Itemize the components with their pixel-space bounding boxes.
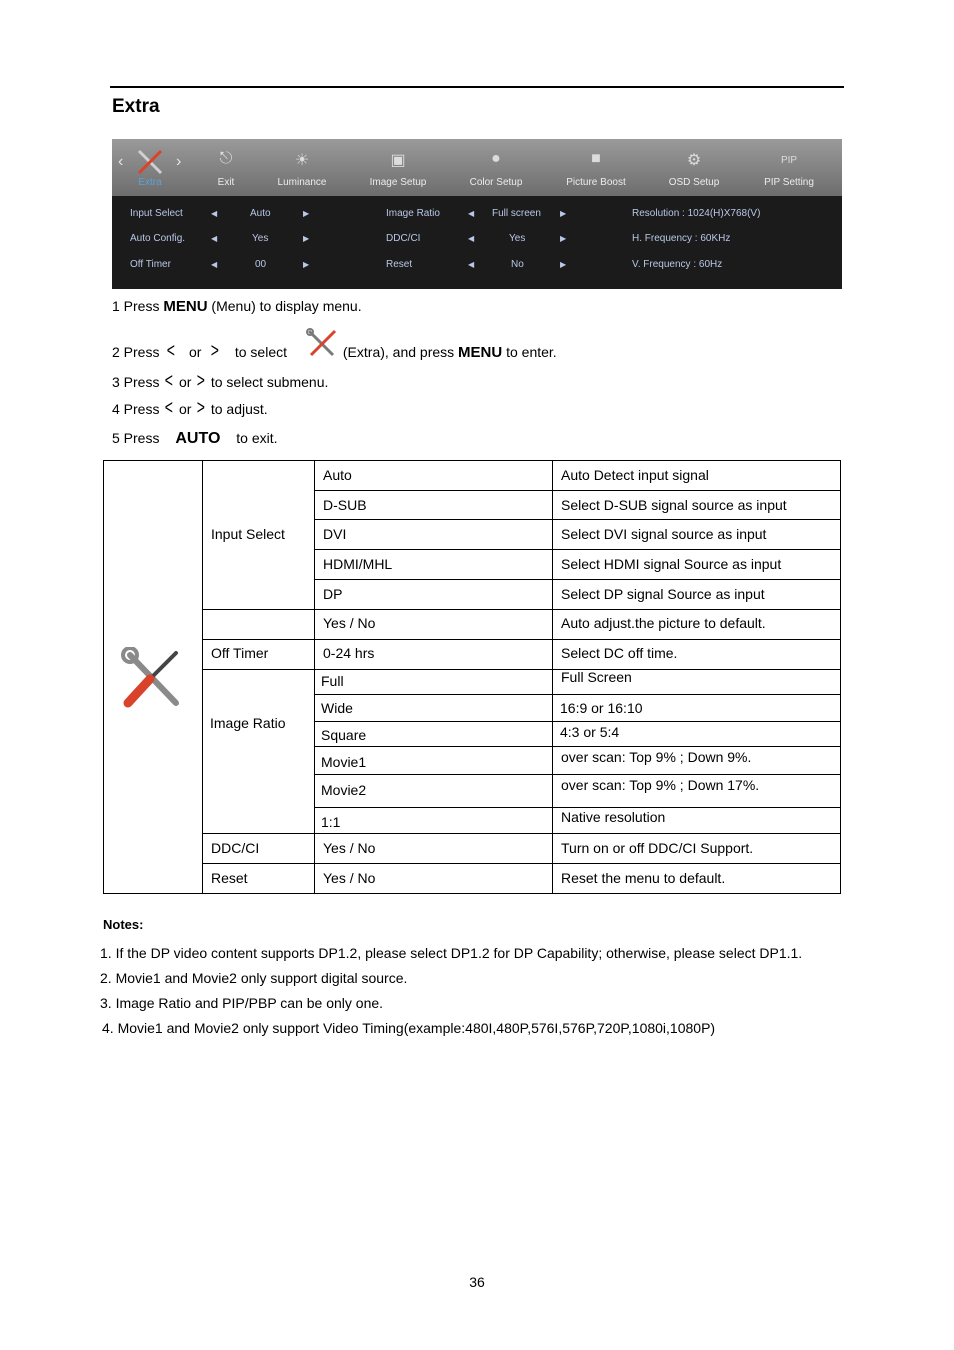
table-divider bbox=[314, 774, 840, 775]
table-divider bbox=[314, 579, 840, 580]
row-label-ddcci: DDC/CI bbox=[211, 840, 260, 856]
description-cell: Native resolution bbox=[561, 809, 666, 825]
osd-info-h-frequency: H. Frequency : 60KHz bbox=[632, 233, 731, 244]
description-cell: Select DVI signal source as input bbox=[561, 526, 767, 542]
osd-tab-label: Luminance bbox=[277, 177, 327, 188]
osd-item-auto-config: Auto Config. bbox=[130, 233, 186, 244]
step-text: to select submenu. bbox=[210, 374, 329, 390]
osd-right-triangle-icon: ▶ bbox=[560, 209, 567, 218]
pip-icon: PIP bbox=[780, 155, 798, 166]
osd-right-triangle-icon: ▶ bbox=[303, 260, 310, 269]
osd-right-triangle-icon: ▶ bbox=[560, 260, 567, 269]
menu-key: MENU bbox=[458, 344, 503, 361]
osd-tab-osd-setup bbox=[660, 139, 728, 196]
option-cell: DP bbox=[323, 586, 343, 602]
osd-value: 00 bbox=[255, 259, 267, 270]
extra-options-table bbox=[103, 460, 841, 894]
step-text: 5 Press bbox=[112, 430, 164, 446]
osd-setup-icon: ⚙ bbox=[686, 152, 702, 169]
option-cell: HDMI/MHL bbox=[323, 556, 393, 572]
option-cell: DVI bbox=[323, 526, 347, 542]
description-cell: 4:3 or 5:4 bbox=[560, 724, 620, 740]
step-3 bbox=[112, 370, 329, 392]
picture-boost-icon: ■ bbox=[591, 150, 601, 167]
table-divider bbox=[314, 519, 840, 520]
option-cell: Movie2 bbox=[321, 782, 367, 798]
step-text: 2 Press bbox=[112, 344, 164, 360]
note-item: 3. Image Ratio and PIP/PBP can be only one. bbox=[100, 995, 384, 1011]
osd-tab-label: Extra bbox=[138, 177, 162, 188]
osd-tab-picture-boost bbox=[560, 139, 632, 196]
table-divider bbox=[552, 461, 553, 893]
top-rule bbox=[110, 86, 844, 88]
step-text: 1 Press bbox=[112, 298, 164, 314]
description-cell: 16:9 or 16:10 bbox=[560, 700, 643, 716]
note-item: 1. If the DP video content supports DP1.2, please select DP1.2 for DP Capability; otherwise, please select DP1.1. bbox=[100, 945, 803, 961]
osd-value: Full screen bbox=[492, 208, 541, 219]
osd-item-image-ratio: Image Ratio bbox=[386, 208, 440, 219]
option-cell: Yes / No bbox=[323, 615, 376, 631]
color-setup-icon: ● bbox=[491, 150, 501, 167]
option-cell: 1:1 bbox=[321, 814, 341, 830]
step-text: (Extra), and press bbox=[342, 344, 459, 360]
table-divider bbox=[314, 461, 315, 893]
osd-tab-extra bbox=[126, 139, 174, 196]
osd-right-triangle-icon: ▶ bbox=[303, 234, 310, 243]
table-divider bbox=[202, 639, 840, 640]
left-chevron-icon: < bbox=[167, 340, 176, 362]
osd-tab-label: OSD Setup bbox=[668, 177, 720, 188]
menu-key: MENU bbox=[163, 298, 208, 315]
row-label-image-ratio: Image Ratio bbox=[210, 715, 286, 731]
exit-icon: ⎋ bbox=[219, 150, 233, 167]
step-text: or bbox=[178, 401, 192, 417]
table-divider bbox=[314, 721, 840, 722]
osd-left-triangle-icon: ◀ bbox=[211, 209, 218, 218]
osd-left-arrow-icon: ‹ bbox=[118, 153, 124, 170]
osd-tab-exit bbox=[200, 139, 252, 196]
option-cell: Square bbox=[321, 727, 367, 743]
osd-screenshot bbox=[112, 139, 842, 289]
step-text: or bbox=[188, 344, 202, 360]
left-chevron-icon: < bbox=[165, 370, 174, 392]
row-label-off-timer: Off Timer bbox=[211, 645, 269, 661]
step-text: 4 Press bbox=[112, 401, 164, 417]
option-cell: Full bbox=[321, 673, 344, 689]
step-2 bbox=[112, 340, 557, 362]
option-cell: D-SUB bbox=[323, 497, 367, 513]
osd-tab-label: Image Setup bbox=[369, 177, 427, 188]
osd-left-triangle-icon: ◀ bbox=[211, 234, 218, 243]
tools-icon bbox=[120, 647, 184, 711]
right-chevron-icon: > bbox=[197, 370, 206, 392]
step-text: to exit. bbox=[236, 430, 278, 446]
osd-right-triangle-icon: ▶ bbox=[560, 234, 567, 243]
osd-tab-color-setup bbox=[462, 139, 530, 196]
table-divider bbox=[314, 746, 840, 747]
tools-icon bbox=[306, 328, 338, 358]
osd-right-triangle-icon: ▶ bbox=[303, 209, 310, 218]
osd-left-triangle-icon: ◀ bbox=[211, 260, 218, 269]
osd-value: Yes bbox=[252, 233, 269, 244]
description-cell: Select DC off time. bbox=[561, 645, 678, 661]
description-cell: Auto adjust.the picture to default. bbox=[561, 615, 766, 631]
section-title: Extra bbox=[112, 96, 160, 117]
osd-value: No bbox=[511, 259, 524, 270]
option-cell: Yes / No bbox=[323, 870, 376, 886]
left-chevron-icon: < bbox=[165, 397, 174, 419]
step-4 bbox=[112, 397, 268, 419]
option-cell: 0-24 hrs bbox=[323, 645, 375, 661]
page-number: 36 bbox=[469, 1274, 485, 1290]
osd-tab-label: Exit bbox=[217, 177, 235, 188]
notes-title: Notes: bbox=[103, 917, 144, 932]
note-item: 4. Movie1 and Movie2 only support Video Timing(example:480I,480P,576I,576P,720P,1080i,1080P) bbox=[102, 1020, 716, 1036]
table-divider bbox=[202, 863, 840, 864]
step-text: to enter. bbox=[502, 344, 557, 360]
osd-left-triangle-icon: ◀ bbox=[468, 209, 475, 218]
option-cell: Movie1 bbox=[321, 754, 367, 770]
osd-info-resolution: Resolution : 1024(H)X768(V) bbox=[632, 208, 761, 219]
osd-value: Auto bbox=[250, 208, 271, 219]
table-divider bbox=[314, 694, 840, 695]
description-cell: Auto Detect input signal bbox=[561, 467, 709, 483]
description-cell: Select HDMI signal Source as input bbox=[561, 556, 782, 572]
brightness-icon: ☀ bbox=[294, 152, 310, 169]
description-cell: Select D-SUB signal source as input bbox=[561, 497, 787, 513]
step-text: 3 Press bbox=[112, 374, 164, 390]
description-cell: over scan: Top 9% ; Down 9%. bbox=[561, 749, 752, 765]
step-text: to select bbox=[234, 344, 287, 360]
osd-tab-image-setup bbox=[364, 139, 432, 196]
osd-tab-label: Picture Boost bbox=[566, 177, 626, 188]
right-chevron-icon: > bbox=[211, 340, 220, 362]
osd-item-reset: Reset bbox=[386, 259, 413, 270]
tools-icon bbox=[135, 149, 165, 175]
step-text: or bbox=[178, 374, 192, 390]
step-5 bbox=[112, 430, 278, 448]
step-1 bbox=[112, 298, 362, 315]
description-cell: Reset the menu to default. bbox=[561, 870, 726, 886]
osd-left-triangle-icon: ◀ bbox=[468, 234, 475, 243]
osd-item-ddcci: DDC/CI bbox=[386, 233, 421, 244]
table-divider bbox=[314, 549, 840, 550]
osd-left-triangle-icon: ◀ bbox=[468, 260, 475, 269]
row-label-reset: Reset bbox=[211, 870, 248, 886]
right-chevron-icon: > bbox=[197, 397, 206, 419]
osd-item-input-select: Input Select bbox=[130, 208, 183, 219]
description-cell: Select DP signal Source as input bbox=[561, 586, 765, 602]
table-divider bbox=[314, 807, 840, 808]
row-label-input-select: Input Select bbox=[211, 526, 285, 542]
osd-tab-luminance bbox=[270, 139, 334, 196]
option-cell: Wide bbox=[321, 700, 353, 716]
table-divider bbox=[202, 669, 840, 670]
description-cell: over scan: Top 9% ; Down 17%. bbox=[561, 777, 760, 793]
table-divider bbox=[314, 490, 840, 491]
step-text: to adjust. bbox=[210, 401, 268, 417]
description-cell: Turn on or off DDC/CI Support. bbox=[561, 840, 754, 856]
table-divider bbox=[202, 833, 840, 834]
osd-right-arrow-icon: › bbox=[176, 153, 182, 170]
image-setup-icon: ▣ bbox=[390, 152, 406, 169]
description-cell: Full Screen bbox=[561, 669, 632, 685]
osd-tab-label: Color Setup bbox=[469, 177, 523, 188]
auto-key: AUTO bbox=[175, 430, 221, 447]
option-cell: Yes / No bbox=[323, 840, 376, 856]
step-text: (Menu) to display menu. bbox=[207, 298, 362, 314]
osd-value: Yes bbox=[509, 233, 526, 244]
osd-tab-label: PIP Setting bbox=[764, 177, 814, 188]
osd-tab-pip-setting bbox=[756, 139, 822, 196]
note-item: 2. Movie1 and Movie2 only support digital source. bbox=[100, 970, 408, 986]
table-divider bbox=[202, 461, 203, 893]
option-cell: Auto bbox=[323, 467, 352, 483]
osd-info-v-frequency: V. Frequency : 60Hz bbox=[632, 259, 723, 270]
table-divider bbox=[202, 609, 840, 610]
osd-item-off-timer: Off Timer bbox=[130, 259, 171, 270]
